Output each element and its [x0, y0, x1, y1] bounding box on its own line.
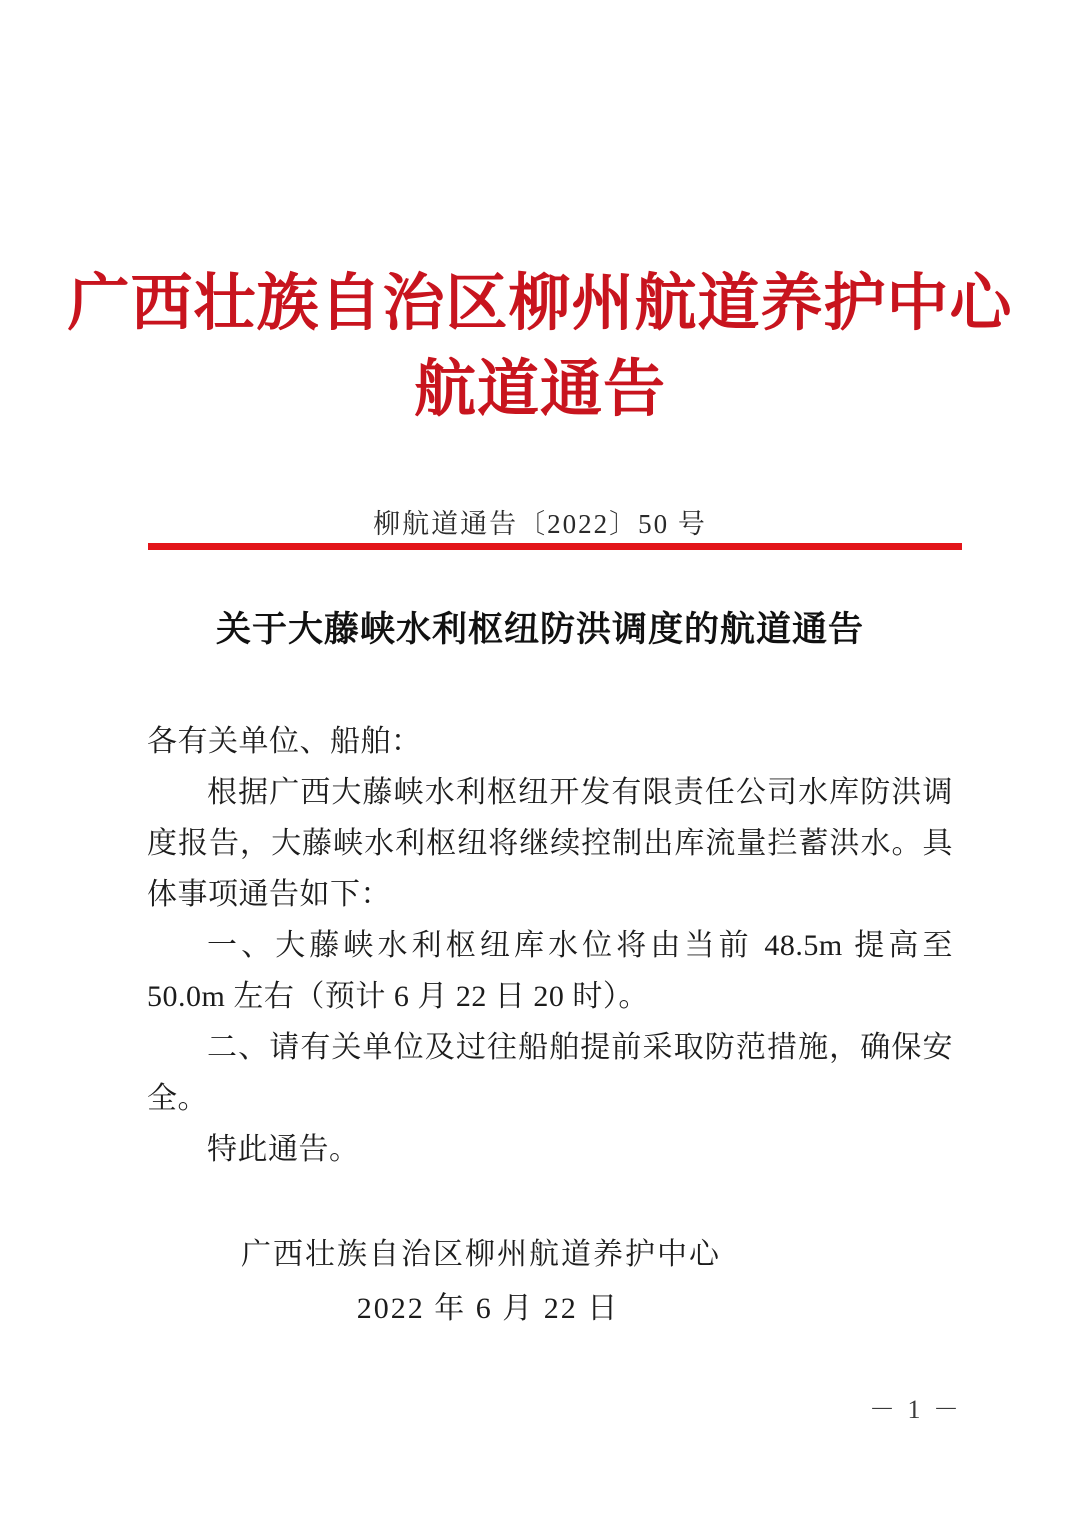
- masthead-line-1: 广西壮族自治区柳州航道养护中心: [67, 270, 1013, 338]
- body-paragraph-item-1: 一、大藤峡水利枢纽库水位将由当前 48.5m 提高至 50.0m 左右（预计 6 月 22 日 20 时）。: [147, 929, 953, 1013]
- document-body: [147, 716, 953, 1175]
- masthead: [0, 262, 1080, 432]
- signature-date: 2022 年 6 月 22 日: [356, 1292, 620, 1325]
- document-number: 柳航道通告〔2022〕50 号: [373, 509, 707, 539]
- signature-organization: 广西壮族自治区柳州航道养护中心: [241, 1238, 721, 1271]
- body-paragraph-item-2: 二、请有关单位及过往船舶提前采取防范措施，确保安全。: [147, 1031, 953, 1115]
- page-number: － 1 －: [868, 1395, 962, 1424]
- masthead-line-2: 航道通告: [413, 356, 666, 424]
- body-paragraph: 根据广西大藤峡水利枢纽开发有限责任公司水库防洪调度报告，大藤峡水利枢纽将继续控制出库流量拦蓄洪水。具体事项通告如下：: [147, 776, 953, 911]
- red-separator-rule: [148, 543, 962, 550]
- document-subtitle: 关于大藤峡水利枢纽防洪调度的航道通告: [215, 610, 864, 649]
- salutation: 各有关单位、船舶：: [147, 725, 422, 758]
- signature-block: [0, 1228, 962, 1336]
- body-paragraph-closing: 特此通告。: [207, 1133, 360, 1166]
